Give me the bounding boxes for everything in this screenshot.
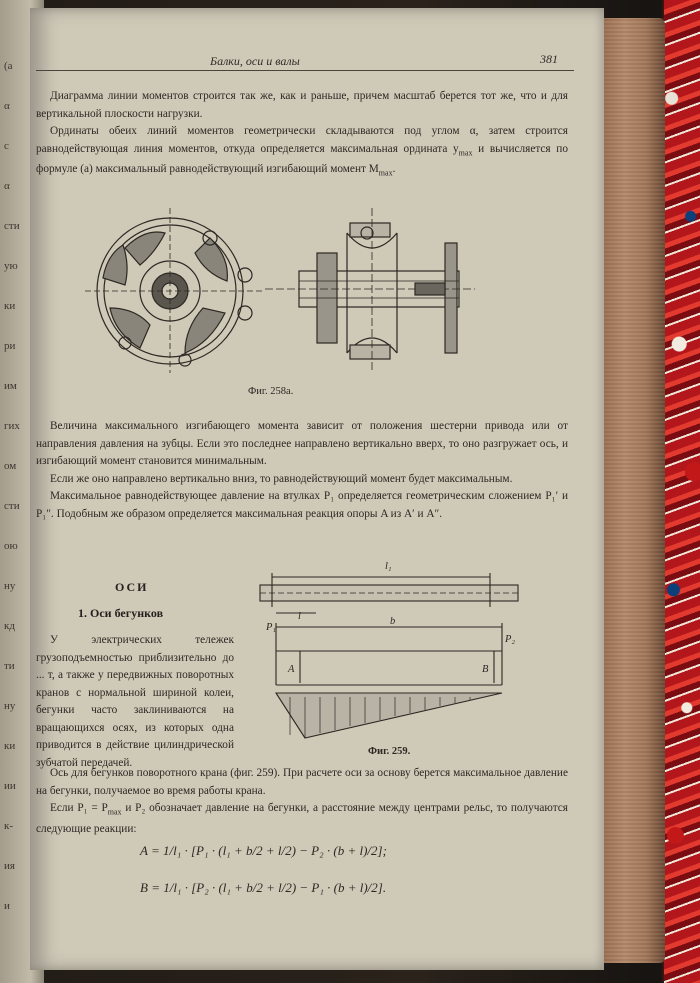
paragraph-8: Если $P_1 = P_{max}$ и P₂ обозначает давление на бегунки, a расстояние между центрами рельс, то получаются следующие реакции:	[36, 802, 568, 835]
paragraph-5: Максимальное равнодействующее давление на втулках P₁ определяется геометрическим сложением P₁′ и P₁″. Подобным же образом определяется максимальная реакция опоры A из A′ и A″.	[36, 490, 568, 520]
left-page-fragment: α	[4, 180, 10, 192]
left-page-fragment: ну	[4, 580, 16, 592]
fig259-label-l: l	[298, 611, 301, 622]
paragraph-4: Если же оно направлено вертикально вниз, то равнодействующий момент будет максимальным.	[50, 472, 513, 485]
left-page-fragment: ою	[4, 540, 18, 552]
left-page-fragment: ую	[4, 260, 18, 272]
subsection-heading: 1. Оси бегунков	[78, 606, 164, 620]
running-title: Балки, оси и валы	[210, 54, 300, 68]
paragraph-2: Ординаты обеих линий моментов геометрически складываются под углом α, затем строится равнодействующая линия моментов, откуда определяется максимальная ордината $y_{max}$ и вычисляется по формуле (a) максимальный равнодействующий изгибающий момент $M_{max}$.	[36, 125, 568, 178]
left-page-fragment: α	[4, 100, 10, 112]
fig259-label-P1: P₁	[266, 622, 277, 633]
marbled-book-edge	[662, 0, 700, 983]
left-page-fragment: ки	[4, 300, 16, 312]
paragraph-block-middle	[36, 418, 568, 523]
page-number: 381	[540, 52, 558, 66]
left-page-fragment: и	[4, 900, 10, 912]
paragraph-block-bottom	[36, 765, 568, 838]
left-page-fragment: ом	[4, 460, 17, 472]
figure-258a	[85, 203, 475, 378]
left-page-fragment: с	[4, 140, 9, 152]
left-page-fragment: кд	[4, 620, 15, 632]
figure-259	[250, 563, 530, 748]
left-page-fragment: ия	[4, 860, 15, 872]
formula-A: A = 1/l₁ · [P₁ · (l₁ + b/2 + l/2) − P₂ · (b + l)/2];	[140, 843, 387, 858]
paragraph-3: Величина максимального изгибающего момента зависит от положения шестерни привода или от направления давления на зубцы. Если это последнее направлено вертикально вверх, то оно разгружает ось, и изгибающий момент становится минимальным.	[36, 420, 568, 467]
left-page-fragment: гих	[4, 420, 20, 432]
paragraph-6: У электрических тележек грузоподъемностью приблизительно до ... т, а также у передвижных поворотных кранов с нормальной шириной колеи, бегунки часто заклиниваются на вращающихся осях, из которых одна приводится в действие цилиндрической зубчатой передачей.	[36, 634, 234, 769]
left-page-fragment: (a	[4, 60, 13, 72]
header-rule	[36, 70, 574, 71]
left-page-fragment: ри	[4, 340, 16, 352]
fig259-label-P2: P₂	[505, 634, 516, 645]
paragraph-7: Ось для бегунков поворотного крана (фиг. 259). При расчете оси за основу берется максимальное давление на бегунки, получаемое во время работы крана.	[36, 767, 568, 797]
running-header	[30, 46, 604, 70]
paragraph-block-top	[36, 88, 568, 182]
left-page-fragment: ну	[4, 700, 16, 712]
fig259-label-b: b	[390, 616, 396, 627]
left-page-fragment: сти	[4, 500, 20, 512]
book-page	[30, 8, 604, 970]
left-page-fragment: к-	[4, 820, 14, 832]
paragraph-block-left	[36, 632, 234, 772]
formula-B: B = 1/l₁ · [P₂ · (l₁ + b/2 + l/2) − P₁ · (b + l)/2].	[140, 880, 387, 895]
fig259-label-l1: l₁	[385, 561, 392, 572]
fig259-label-B: B	[482, 664, 489, 675]
figure-259-caption: Фиг. 259.	[368, 746, 411, 757]
figure-258a-caption: Фиг. 258a.	[248, 386, 294, 397]
fig259-label-A: A	[288, 664, 295, 675]
left-page-fragment: ки	[4, 740, 16, 752]
section-heading: ОСИ	[115, 580, 149, 594]
paragraph-1: Диаграмма линии моментов строится так же, как и раньше, причем масштаб берется тот же, что и для вертикальной плоскости нагрузки.	[36, 90, 568, 120]
left-page-fragment: ии	[4, 780, 16, 792]
left-page-fragment: им	[4, 380, 17, 392]
left-page-fragment: сти	[4, 220, 20, 232]
page-edge-block	[603, 18, 665, 963]
left-page-fragment: ти	[4, 660, 15, 672]
